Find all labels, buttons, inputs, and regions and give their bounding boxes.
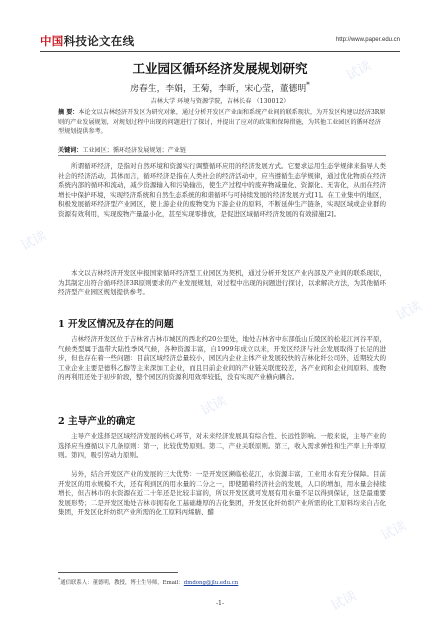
- authors-mark: *: [306, 80, 310, 89]
- watermark: 试读: [198, 393, 229, 419]
- page-number: -1-: [215, 600, 225, 607]
- watermark: 试读: [378, 518, 409, 544]
- header-divider: [40, 51, 400, 52]
- abstract-label: 摘 要：: [58, 109, 79, 116]
- logo-dark-text: 科技论文在线: [63, 36, 135, 48]
- intro-paragraph-1: 所谓循环经济，是指对自然环境和资源实行调整循环应用的经济发展方式。它要求运用生态学规律来指导人类社会的经济活动，其体而言，循环经济是指在人类社会的经济活动中，应当遵循生态学规律，通过优化物质在经济系统内部的循环和流动，减少资源输入和污染输出，使生产过程中的废弃物减量化、资源化、无害化，从而在经济增长中保护环境，实现经济系统和自然生态系统的和谐循环与可持续发展的经济发展方式[1]。在工业集中的地区，积极发展循环经济型产业园区，使上游企业的废物变为下游企业的原料，不断延伸生产链条，实现区域或企业群的资源有效利用，实现废物产量最小化，甚至实现零排放，是促进区域循环经济发展的有效措施[2]。: [58, 162, 386, 218]
- section-heading-1: 1 开发区情况及存在的问题: [58, 319, 174, 330]
- paper-authors: [0, 80, 440, 94]
- keywords-divider: [58, 155, 386, 156]
- keywords: [58, 145, 386, 154]
- site-url[interactable]: http://www.paper.edu.cn: [335, 37, 400, 43]
- watermark: 试读: [343, 58, 374, 84]
- keywords-text: 工业园区；循环经济发展规划；产业链: [82, 147, 186, 154]
- footnote: [58, 578, 388, 586]
- paper-affiliation: 吉林大学 环境与资源学院，吉林长春 （130012）: [150, 98, 290, 105]
- intro-paragraph-2: 本文以吉林经济开发区申报国家循环经济型工业园区为契机，通过分析开发区产业内部及产业间的联系现状，为其制定出符合循环经济3R原则要求的产业发展规划，对过程中出现的问题进行探讨，以求解决方法，为其他循环经济型产业园区规划提供参考。: [58, 269, 386, 297]
- keywords-label: 关键词：: [58, 147, 83, 154]
- abstract: [58, 108, 386, 137]
- logo-red-text: 中国: [40, 36, 64, 48]
- site-logo[interactable]: [40, 33, 134, 49]
- section2-paragraph-2: 另外，结合开发区产业的发展的三大优势：一是开发区濒临松花江，水资源丰富，工业用水有充分保障。目前开发区的用水规模不大，还有利到区的用水量的二分之一，即使随着经济社会的发展，人口的增加，用水量会持续增长，但吉林市的水资源在近二十年还是比较丰富的，所以开发区就可发展有用水量不足以得到保证，这是最重要发展形势；二是开发区地处吉林市拥有化工基础雄厚的吉化集团，开发区化纤纺织产业所需的化工原料均来自吉化集团，开发区化纤纺织产业所需的化工原料丙烯腈、醋: [58, 470, 386, 517]
- site-header: [40, 33, 400, 47]
- section2-paragraph-1: 主导产业选择是区域经济发展的核心环节，对未来经济发展具有综合性、长远性影响。一般来说，主导产业的选择应当遵循以下几条原则：第一，比较优势原则。第二，产业关联原则。第三，收入需求弹性和生产率上升率原则。第四，吸引劳动力原则。: [58, 432, 386, 460]
- footnote-text: 通信联系人：董德明，教授，博士生导师，Email：: [60, 580, 184, 586]
- footnote-divider: [58, 572, 178, 573]
- paper-title: 工业园区循环经济发展规划研究: [132, 61, 308, 76]
- footnote-mark: *: [58, 578, 61, 584]
- abstract-text: 本论文以吉林经济开发区为研究对象，通过分析开发区产业面和系统产业间的联系现状，为开发区构建以经济3R原则的产业发展规划，对规划过程中出现的问题进行了探讨，并提出了应对的政策和保障措施，为其他工业园区的循环经济型规划提供参考。: [58, 109, 386, 136]
- authors-text: 房春生，李娟，王菊，李昕，宋心莹，董德明: [130, 83, 307, 94]
- section-heading-2: 2 主导产业的确定: [58, 416, 136, 427]
- section1-paragraph: 吉林经济开发区位于吉林省吉林市城区的西北约20公里处，地处吉林省中东部低山丘陵区的松花江河谷平原，气候类型属于温带大陆性季风气候，各种资源丰富，自1999年成立以来，开发区经济与社会发展取得了长足的进步，但也存在着一些问题：目前区域经济总量较小，园区内企业主体产业发展较快的吉林化纤公司外，近期较大的工业企业主要是德科乙醇等主来深加工企业，而且目前企业间的产业链关联度较差，各产业间和企业间原料、废物的再利用还处于初步阶段，整个园区的资源利用效率较低，没有实现产业横向耦合。: [58, 335, 386, 382]
- footnote-email-link[interactable]: dmdong@jlu.edu.cn: [183, 580, 239, 586]
- watermark: 试读: [328, 588, 359, 614]
- watermark: 试读: [18, 228, 49, 254]
- watermark: 试读: [393, 298, 424, 324]
